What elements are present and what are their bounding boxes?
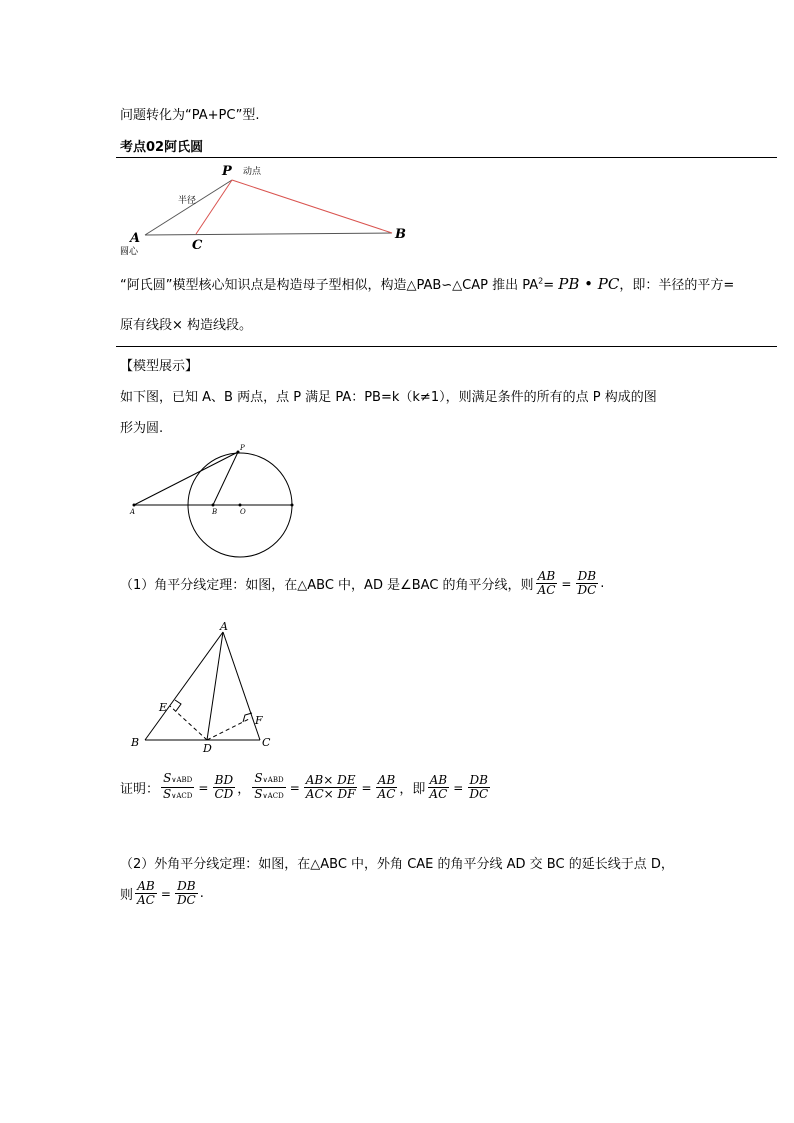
model-heading: 【模型展示】 xyxy=(120,359,199,374)
label-b: B xyxy=(212,508,218,516)
intro-line: 问题转化为“PA+PC”型. xyxy=(120,108,260,123)
right-angle-e xyxy=(175,700,181,711)
perp-de xyxy=(170,706,207,740)
fraction-area-ratio-1: $\frac{\text{S∨ABD}}{\text{S∨ACD}}$ xyxy=(163,771,193,801)
label-a: A xyxy=(130,508,136,516)
fraction-ab-ac-2: $\frac{AB}{AC}$ xyxy=(429,773,448,801)
core-text-eq: = xyxy=(543,278,555,293)
segment-pc xyxy=(196,180,232,234)
theorem-2-text: （2）外角平分线定理：如图，在△ABC 中，外角 CAE 的角平分线 AD 交 BC 的延长线于点 D， xyxy=(120,857,674,872)
point-b xyxy=(212,504,215,507)
fraction-bd-cd: $\frac{BD}{CD}$ xyxy=(214,773,234,801)
segment-bp xyxy=(213,452,238,505)
label-c: C xyxy=(262,736,271,749)
label-a: A xyxy=(130,231,141,246)
label-e: E xyxy=(159,701,168,714)
fraction-ab-ac: $\frac{AB}{AC}$ xyxy=(377,773,396,801)
core-text-sup: 2 xyxy=(538,276,544,286)
segment-ap xyxy=(145,180,232,235)
label-a: A xyxy=(220,620,228,633)
middle-rule xyxy=(116,346,777,347)
fraction-db-dc: $\frac{DB}{DC}$ xyxy=(176,879,196,907)
section-title: 考点02阿氏圆 xyxy=(120,140,204,155)
perp-df xyxy=(207,718,251,740)
point-right xyxy=(291,504,294,507)
theorem-2-formula: 则 $\frac{AB}{AC}$ = $\frac{DB}{DC}$ . xyxy=(120,879,204,907)
bisector-ad xyxy=(207,632,223,740)
right-angle-f xyxy=(243,713,252,722)
proof: 证明： $\frac{\text{S∨ABD}}{\text{S∨ACD}}$ = $\frac{BD}{CD}$ ， $\frac{\text{S∨ABD}}{\text{S∨ACD}}$ = $\frac{AB\times DE}{AC\times DF}$ = $\frac{AB}{AC}$ ，即 $\frac{AB}{AC}$ = $\frac{DB}{DC}$ xyxy=(120,771,489,801)
label-o: O xyxy=(240,508,246,516)
label-f: F xyxy=(255,714,263,727)
core-text xyxy=(120,274,734,293)
label-b: B xyxy=(131,736,140,749)
side-ab xyxy=(145,632,223,740)
fraction-area-ratio-2: $\frac{\text{S∨ABD}}{\text{S∨ACD}}$ xyxy=(254,771,284,801)
fraction-ab-ac: $\frac{AB}{AC}$ xyxy=(537,569,556,597)
model-text-line1: 如下图，已知 A、B 两点，点 P 满足 PA：PB=k（k≠1），则满足条件的所有的点 P 构成的图 xyxy=(120,390,657,405)
core-text-product: PB • PC xyxy=(558,275,620,293)
segment-pb xyxy=(232,180,392,233)
label-b: B xyxy=(395,227,406,242)
label-center: 圆心 xyxy=(120,247,139,257)
label-p: P xyxy=(222,164,232,179)
point-o xyxy=(239,504,242,507)
top-rule xyxy=(116,157,777,158)
core-text-suffix: ，即：半径的平方= xyxy=(619,278,735,293)
model-text-line2: 形为圆. xyxy=(120,421,164,436)
angle-bisector-figure xyxy=(125,620,285,755)
fraction-db-dc: $\frac{DB}{DC}$ xyxy=(577,569,597,597)
point-a xyxy=(133,504,136,507)
label-radius: 半径 xyxy=(178,196,197,206)
proof-label: 证明： xyxy=(120,782,160,797)
segment-ab xyxy=(145,233,392,235)
label-c: C xyxy=(192,238,203,253)
segment-ap xyxy=(134,452,238,505)
theorem-1-text: （1）角平分线定理：如图，在△ABC 中，AD 是∠BAC 的角平分线，则 xyxy=(120,578,534,593)
label-moving-point: 动点 xyxy=(243,167,262,177)
apollonius-triangle-figure xyxy=(110,160,430,260)
core-text-prefix: “阿氏圆”模型核心知识点是构造母子型相似，构造△PAB∽△CAP 推出 PA xyxy=(120,278,539,293)
label-p: P xyxy=(240,444,245,452)
theorem-1: （1）角平分线定理：如图，在△ABC 中，AD 是∠BAC 的角平分线，则 $\frac{AB}{AC}$ = $\frac{DB}{DC}$ . xyxy=(120,569,605,597)
fraction-ab-ac: $\frac{AB}{AC}$ xyxy=(137,879,155,907)
fraction-db-dc: $\frac{DB}{DC}$ xyxy=(469,773,489,801)
apollonius-circle-figure xyxy=(120,440,310,560)
core-text-line2: 原有线段× 构造线段。 xyxy=(120,318,253,333)
label-d: D xyxy=(203,742,212,755)
fraction-abde-acdf: $\frac{AB\times DE}{AC\times DF}$ xyxy=(305,773,356,801)
